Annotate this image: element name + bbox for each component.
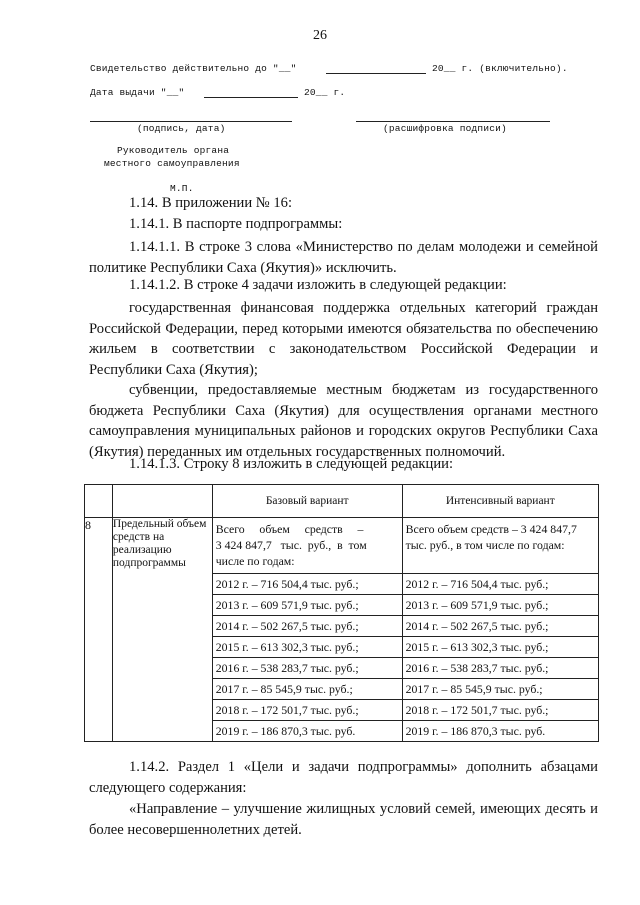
list-item: 2018 г. – 172 501,7 тыс. руб.; [403, 700, 598, 721]
seal-label: М.П. [170, 183, 194, 194]
list-item: 2016 г. – 538 283,7 тыс. руб.; [403, 658, 598, 679]
valid-until-label: Свидетельство действительно до "__" [90, 63, 297, 74]
row-name: Предельный объем средств на реализацию подпрограммы [112, 518, 212, 742]
intensive-years-list [403, 574, 598, 741]
header-base-variant: Базовый вариант [212, 485, 402, 518]
section-1-14-1: 1.14.1. В паспорте подпрограммы: [129, 216, 343, 232]
list-item: 2014 г. – 502 267,5 тыс. руб.; [403, 616, 598, 637]
table-row [85, 518, 599, 742]
transcript-line [356, 121, 550, 122]
list-item: 2012 г. – 716 504,4 тыс. руб.; [213, 574, 402, 595]
head-title-line2: местного самоуправления [104, 158, 240, 169]
row-number: 8 [85, 518, 113, 742]
base-variant-cell [212, 518, 402, 742]
table-header-row [85, 485, 599, 518]
list-item: 2018 г. – 172 501,7 тыс. руб.; [213, 700, 402, 721]
section-1-14-1-1: 1.14.1.1. В строке 3 слова «Министерство по делам молодежи и семейной политике Республики Саха (Якутия)» исключить. [89, 239, 598, 276]
list-item: 2014 г. – 502 267,5 тыс. руб.; [213, 616, 402, 637]
head-title-line1: Руководитель органа [117, 145, 230, 156]
task-1: государственная финансовая поддержка отдельных категорий граждан Российской Федерации, перед которыми имеются обязательства по обеспечению жильем в соответствии с законодательством Российской Федерации и Республики Саха (Якутия); [89, 300, 598, 378]
list-item: 2019 г. – 186 870,3 тыс. руб. [215, 724, 356, 738]
base-total-line2: 3 424 847,7 тыс. руб., в том [215, 538, 367, 552]
funding-table [84, 484, 599, 742]
issue-date-blank [204, 97, 298, 98]
intensive-total-line2: тыс. руб., в том числе по годам: [405, 538, 565, 552]
list-item: 2017 г. – 85 545,9 тыс. руб.; [403, 679, 598, 700]
list-item: 2016 г. – 538 283,7 тыс. руб.; [213, 658, 402, 679]
base-total [213, 518, 402, 574]
base-total-line1: Всего объем средств – [215, 522, 364, 536]
header-intensive-variant: Интенсивный вариант [402, 485, 598, 518]
section-1-14-1-2: 1.14.1.2. В строке 4 задачи изложить в следующей редакции: [129, 277, 507, 293]
base-years-list [213, 574, 402, 741]
list-item: 2013 г. – 609 571,9 тыс. руб.; [403, 595, 598, 616]
section-1-14-2: 1.14.2. Раздел 1 «Цели и задачи подпрограммы» дополнить абзацами следующего содержания: [89, 759, 598, 796]
header-number-cell [85, 485, 113, 518]
list-item: 2012 г. – 716 504,4 тыс. руб.; [403, 574, 598, 595]
base-total-line3: числе по годам: [215, 554, 295, 568]
section-1-14: 1.14. В приложении № 16: [129, 195, 293, 211]
valid-until-year: 20__ г. (включительно). [432, 63, 568, 74]
header-name-cell [112, 485, 212, 518]
intensive-variant-cell [402, 518, 598, 742]
intensive-total-line1: Всего объем средств – 3 424 847,7 [405, 522, 577, 536]
list-item: 2015 г. – 613 302,3 тыс. руб.; [403, 637, 598, 658]
issue-year: 20__ г. [304, 87, 346, 98]
intensive-total [403, 518, 598, 574]
page-number: 26 [313, 28, 327, 43]
signature-caption: (подпись, дата) [137, 123, 226, 134]
direction-paragraph: «Направление – улучшение жилищных условий семей, имеющих десять и более несовершеннолетних детей. [89, 801, 598, 838]
task-2: субвенции, предоставляемые местным бюджетам из государственного бюджета Республики Саха (Якутия) для осуществления органами местного самоуправления муниципальных районов и городских округов Республики Саха (Якутия) переданных им отдельных государственных полномочий. [89, 382, 598, 460]
list-item: 2013 г. – 609 571,9 тыс. руб.; [213, 595, 402, 616]
list-item: 2019 г. – 186 870,3 тыс. руб. [405, 724, 546, 738]
issue-date-label: Дата выдачи "__" [90, 87, 185, 98]
valid-until-blank [326, 73, 426, 74]
list-item: 2015 г. – 613 302,3 тыс. руб.; [213, 637, 402, 658]
signature-line [90, 121, 292, 122]
section-1-14-1-3: 1.14.1.3. Строку 8 изложить в следующей редакции: [129, 456, 453, 472]
transcript-caption: (расшифровка подписи) [383, 123, 507, 134]
list-item: 2017 г. – 85 545,9 тыс. руб.; [213, 679, 402, 700]
